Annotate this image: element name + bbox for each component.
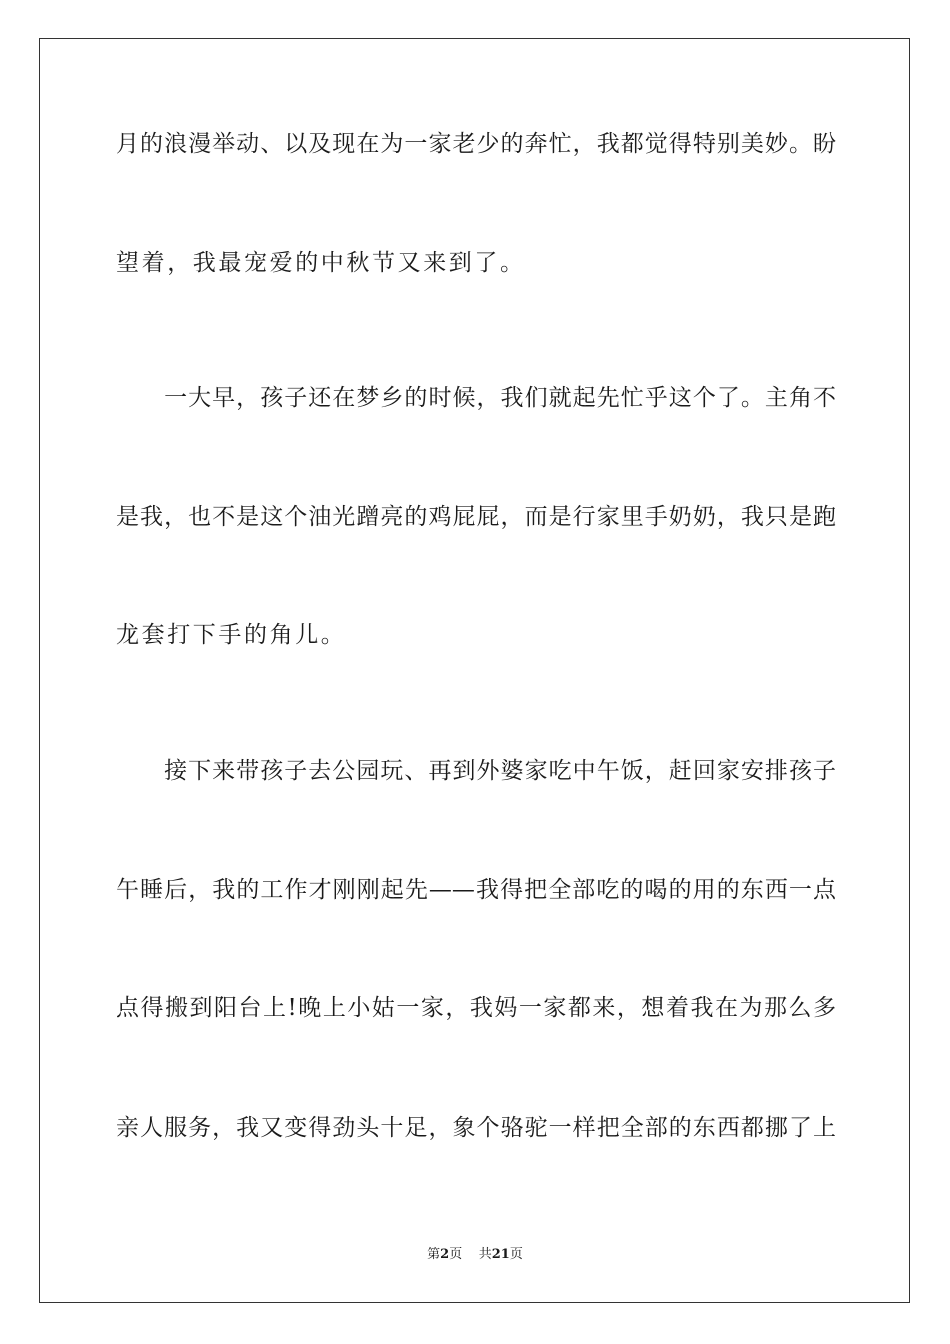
page-prefix: 第	[427, 1247, 441, 1262]
total-prefix: 共	[478, 1247, 492, 1262]
page-unit: 页	[449, 1247, 463, 1262]
text-line-3: 一大早，孩子还在梦乡的时候，我们就起先忙乎这个了。主角不	[116, 385, 836, 411]
text-line-1: 月的浪漫举动、以及现在为一家老少的奔忙，我都觉得特别美妙。盼	[116, 131, 836, 157]
text-line-9: 亲人服务，我又变得劲头十足，象个骆驼一样把全部的东西都挪了上	[116, 1115, 836, 1141]
text-line-2: 望着，我最宠爱的中秋节又来到了。	[116, 250, 526, 276]
page-current: 2	[440, 1247, 450, 1262]
text-line-7: 午睡后，我的工作才刚刚起先——我得把全部吃的喝的用的东西一点	[116, 877, 836, 903]
text-line-8: 点得搬到阳台上!晚上小姑一家，我妈一家都来，想着我在为那么多	[116, 995, 836, 1021]
total-unit: 页	[509, 1247, 523, 1262]
text-line-5: 龙套打下手的角儿。	[116, 622, 347, 648]
text-line-6: 接下来带孩子去公园玩、再到外婆家吃中午饭，赶回家安排孩子	[116, 758, 836, 784]
page-footer	[0, 1246, 950, 1264]
page-total: 21	[491, 1247, 510, 1262]
text-line-4: 是我，也不是这个油光蹭亮的鸡屁屁，而是行家里手奶奶，我只是跑	[116, 504, 836, 530]
